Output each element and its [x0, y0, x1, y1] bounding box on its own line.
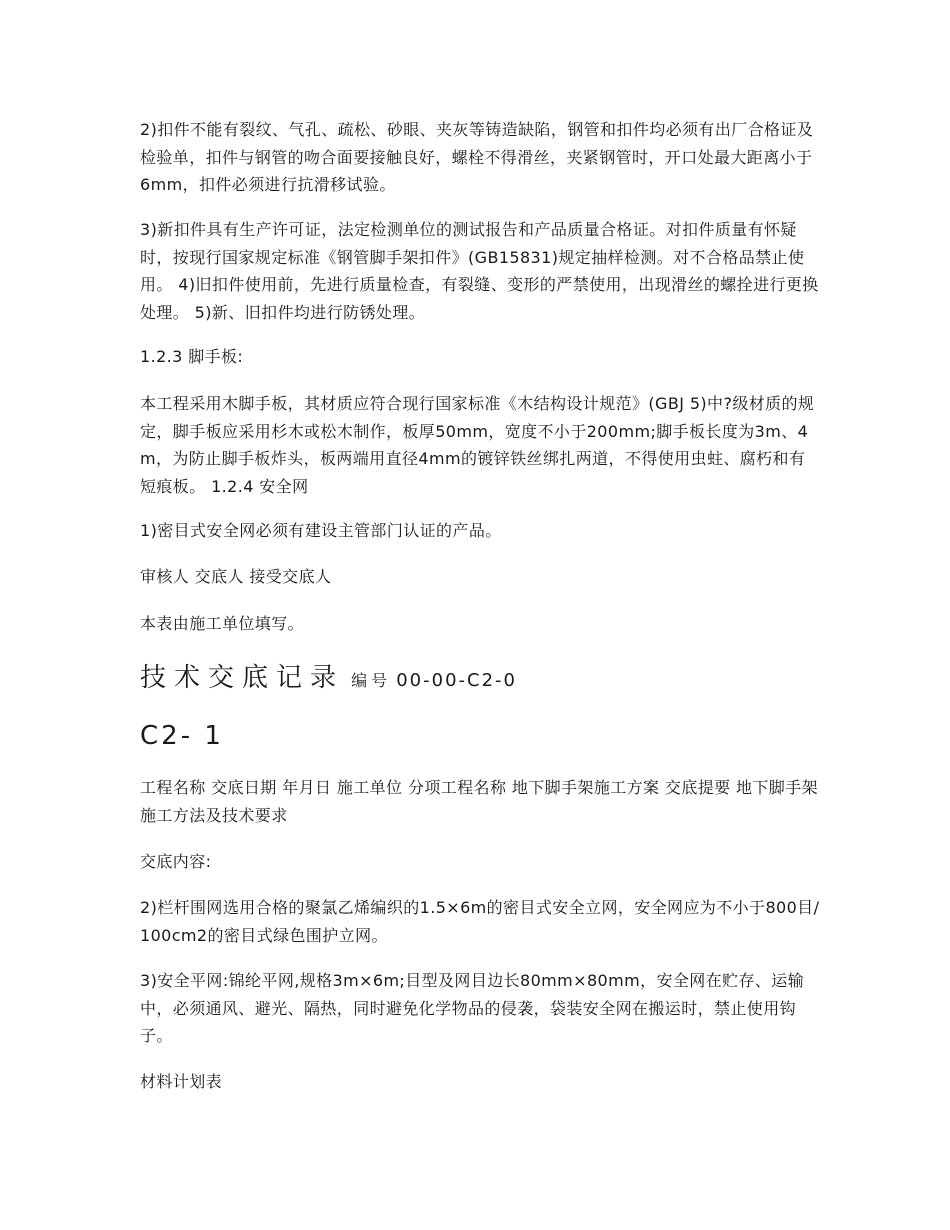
- paragraph-new-fastener-license: 3)新扣件具有生产许可证，法定检测单位的测试报告和产品质量合格证。对扣件质量有怀疑时，按现行国家规定标准《钢管脚手架扣件》(GB15831)规定抽样检测。对不合格品禁止使用。 4)旧扣件使用前，先进行质量检查，有裂缝、变形的严禁使用，出现滑丝的螺拴进行更换处理。 5)新、旧扣件均进行防锈处理。: [140, 220, 819, 322]
- record-title-line: [140, 660, 820, 696]
- paragraph-safety-net-certified: 1)密目式安全网必须有建设主管部门认证的产品。: [140, 521, 502, 540]
- paragraph-flat-safety-net: 3)安全平网:锦纶平网,规格3m×6m;目型及网目边长80mm×80mm，安全网在贮存、运输中，必须通风、避光、隔热，同时避免化学物品的侵袭，袋装安全网在搬运时，禁止使用钩子。: [140, 971, 805, 1045]
- material-plan-heading: 材料计划表: [140, 1072, 223, 1091]
- paragraph-fastener-defects: 2)扣件不能有裂纹、气孔、疏松、砂眼、夹灰等铸造缺陷，钢管和扣件均必须有出厂合格证及检验单，扣件与钢管的吻合面要接触良好，螺栓不得滑丝，夹紧钢管时，开口处最大距离小于6mm，扣件必须进行抗滑移试验。: [140, 120, 814, 194]
- form-note: 本表由施工单位填写。: [140, 614, 305, 633]
- paragraph-scaffold-board: 本工程采用木脚手板，其材质应符合现行国家标准《木结构设计规范》(GBJ 5)中?级材质的规定，脚手板应采用杉木或松木制作，板厚50mm，宽度不小于200mm;脚手板长度为3m、4m，为防止脚手板炸头，板两端用直径4mm的镀锌铁丝绑扎两道，不得使用虫蛀、腐朽和有短痕板。 1.2.4 安全网: [140, 394, 815, 496]
- record-number: 00-00-C2-0: [396, 670, 517, 691]
- record-number-label: 编号: [351, 671, 392, 690]
- record-number-continued: C2- 1: [140, 721, 224, 751]
- paragraph-railing-net: 2)栏杆围网选用合格的聚氯乙烯编织的1.5×6m的密目式安全立网，安全网应为不小于800目/100cm2的密目式绿色围护立网。: [140, 898, 820, 945]
- record-title: 技术交底记录: [140, 663, 345, 693]
- disclosure-content-label: 交底内容:: [140, 852, 212, 871]
- section-heading-scaffold-board: 1.2.3 脚手板:: [140, 347, 244, 366]
- signature-row-labels: 审核人 交底人 接受交底人: [140, 567, 332, 586]
- project-info-fields: 工程名称 交底日期 年月日 施工单位 分项工程名称 地下脚手架施工方案 交底提要 地下脚手架施工方法及技术要求: [140, 778, 819, 825]
